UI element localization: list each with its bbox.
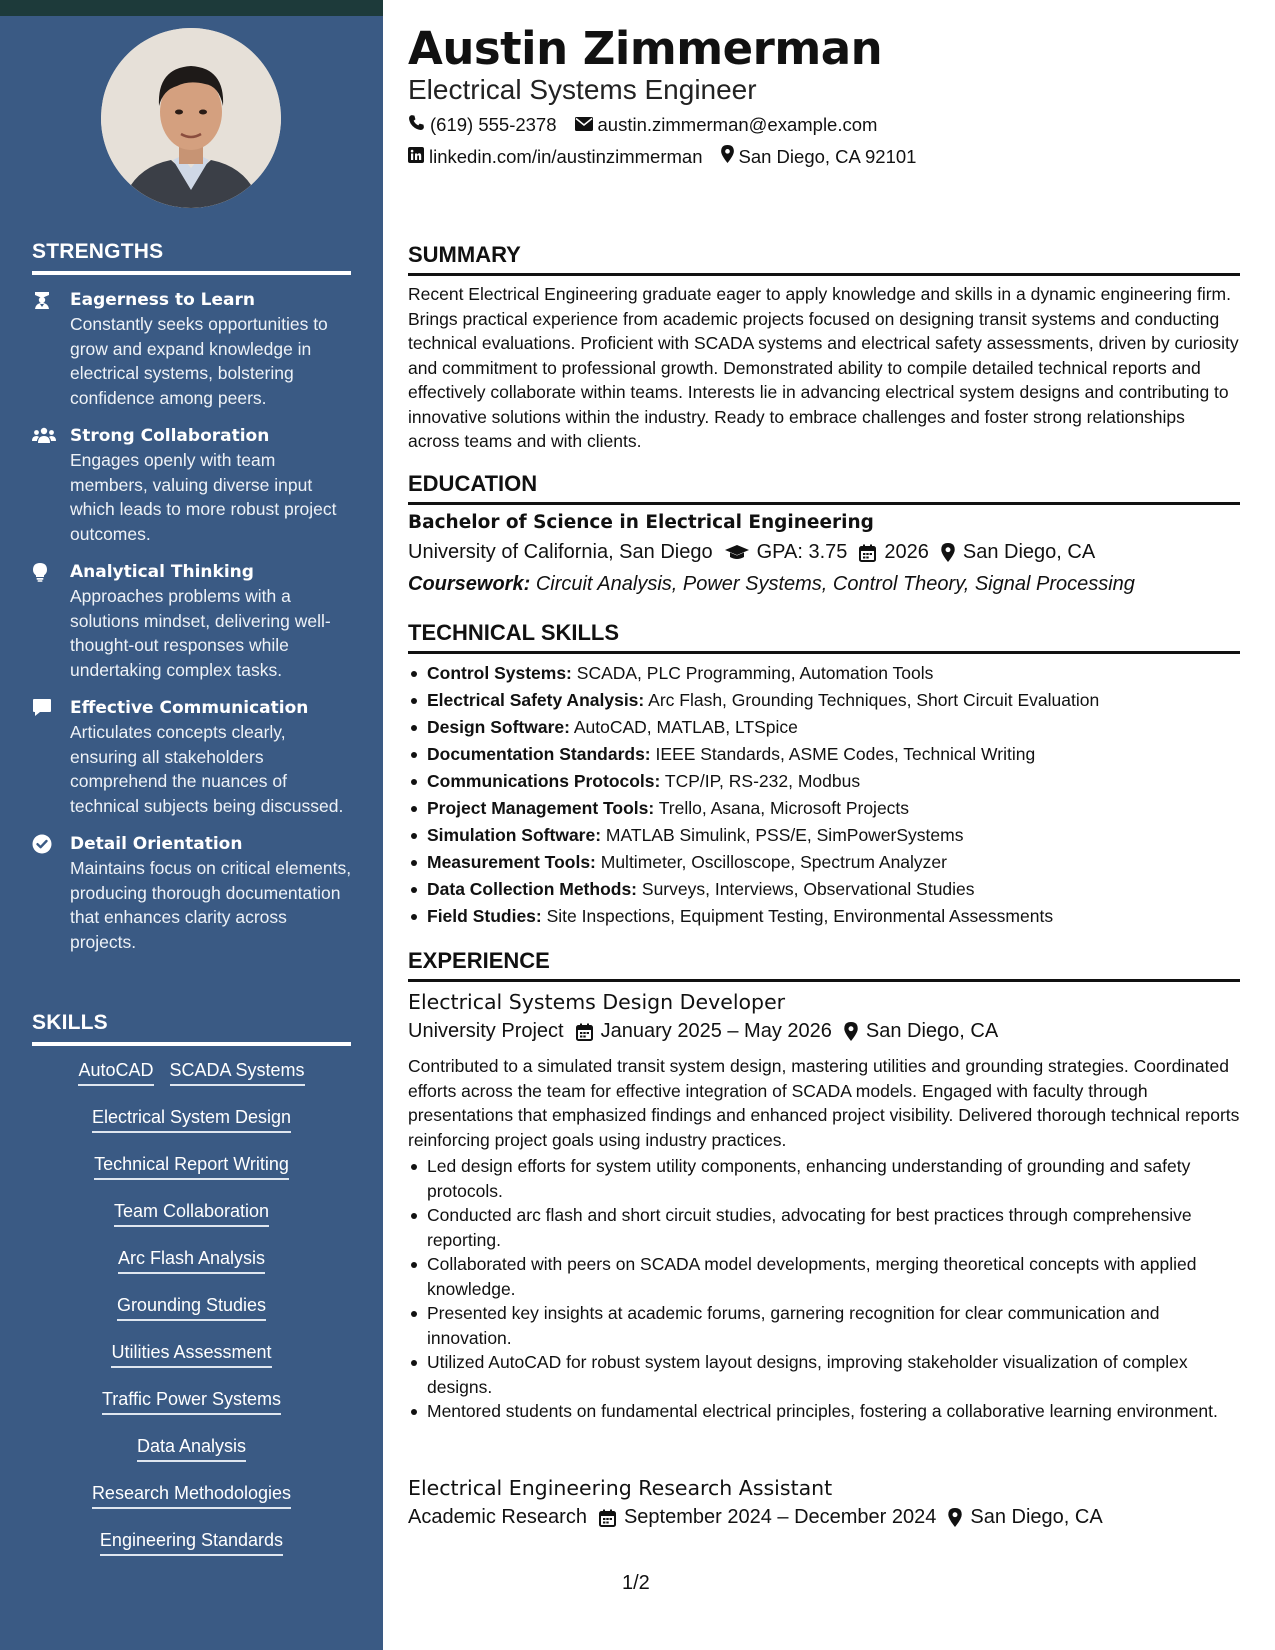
summary-heading: SUMMARY (408, 242, 1240, 276)
sidebar (0, 0, 383, 1650)
list-item: Led design efforts for system utility components, enhancing understanding of grounding and safety protocols. (408, 1154, 1240, 1203)
strength-item (32, 560, 352, 682)
phone-item (408, 114, 557, 136)
gpa: GPA: 3.75 (756, 541, 848, 563)
list-item (408, 687, 1240, 714)
skill-label: Electrical Safety Analysis: (427, 690, 645, 710)
skill-tag: Technical Report Writing (94, 1152, 289, 1180)
lightbulb-icon (32, 560, 70, 682)
job-organization: University Project (408, 1020, 564, 1042)
technical-skills-heading: TECHNICAL SKILLS (408, 620, 1240, 654)
skill-tag: Utilities Assessment (111, 1340, 271, 1368)
job-title: Electrical Systems Engineer (408, 74, 757, 105)
phone-text: (619) 555-2378 (430, 114, 557, 135)
school-location: San Diego, CA (962, 541, 1096, 563)
strength-title: Effective Communication (70, 698, 309, 718)
experience-heading: EXPERIENCE (408, 948, 1240, 982)
skills-heading: SKILLS (32, 1011, 351, 1046)
list-item (408, 849, 1240, 876)
job-location: San Diego, CA (970, 1506, 1103, 1528)
contact-row-2 (408, 145, 934, 168)
email-item[interactable] (575, 114, 878, 136)
map-marker-icon (844, 1022, 858, 1041)
skill-label: Communications Protocols: (427, 771, 661, 791)
skill-value: IEEE Standards, ASME Codes, Technical Writing (655, 744, 1036, 764)
strength-desc: Articulates concepts clearly, ensuring all stakeholders comprehend the nuances of technical subjects being discussed. (70, 722, 344, 816)
skill-value: Surveys, Interviews, Observational Studies (641, 879, 975, 899)
skills-tags (32, 1058, 351, 1575)
list-item: Utilized AutoCAD for robust system layout designs, improving stakeholder visualization of complex designs. (408, 1350, 1240, 1399)
strengths-list (32, 288, 352, 968)
skill-tag: Electrical System Design (92, 1105, 291, 1133)
skill-value: SCADA, PLC Programming, Automation Tools (576, 663, 934, 683)
contact-row-1 (408, 114, 895, 136)
list-item (408, 903, 1240, 930)
list-item: Mentored students on fundamental electrical principles, fostering a collaborative learning environment. (408, 1399, 1240, 1424)
strength-item (32, 288, 352, 410)
skill-label: Data Collection Methods: (427, 879, 638, 899)
skill-tag: Grounding Studies (117, 1293, 266, 1321)
job-meta (408, 1020, 998, 1043)
list-item (408, 714, 1240, 741)
strength-item (32, 424, 352, 546)
envelope-icon (575, 114, 598, 136)
education-heading: EDUCATION (408, 471, 1240, 505)
coursework-list: Circuit Analysis, Power Systems, Control Theory, Signal Processing (535, 573, 1135, 595)
email-text[interactable]: austin.zimmerman@example.com (597, 114, 878, 135)
phone-icon (408, 114, 430, 136)
map-marker-icon (721, 145, 739, 168)
strength-desc: Engages openly with team members, valuing diverse input which leads to more robust project outcomes. (70, 450, 337, 544)
skill-tag: Arc Flash Analysis (118, 1246, 265, 1274)
check-circle-icon (32, 832, 70, 954)
map-marker-icon (948, 1508, 962, 1527)
users-icon (32, 424, 70, 546)
list-item (408, 822, 1240, 849)
list-item (408, 660, 1240, 687)
list-item (408, 768, 1240, 795)
skill-value: Trello, Asana, Microsoft Projects (658, 798, 910, 818)
calendar-icon (576, 1023, 593, 1041)
skill-label: Design Software: (427, 717, 570, 737)
list-item: Presented key insights at academic forums, garnering recognition for clear communication and innovation. (408, 1301, 1240, 1350)
summary-text: Recent Electrical Engineering graduate eager to apply knowledge and skills in a dynamic engineering firm. Brings practical experience from academic projects focused on designing transit systems and conducting technical evaluations. Proficient with SCADA systems and electrical safety assessments, driven by curiosity and commitment to professional growth. Demonstrated ability to compile detailed technical reports and effectively collaborate within teams. Interests lie in advancing electrical system designs and contributing to innovative solutions within the industry. Ready to embrace challenges and foster strong relationships across teams and with clients. (408, 284, 1239, 451)
strength-title: Detail Orientation (70, 834, 243, 854)
list-item: Conducted arc flash and short circuit studies, advocating for best practices through comprehensive reporting. (408, 1203, 1240, 1252)
skill-label: Control Systems: (427, 663, 572, 683)
strengths-heading: STRENGTHS (32, 240, 351, 275)
strength-title: Strong Collaboration (70, 426, 270, 446)
graduate-icon (32, 288, 70, 410)
linkedin-text[interactable]: linkedin.com/in/austinzimmerman (429, 145, 703, 167)
skill-tag: Research Methodologies (92, 1481, 291, 1509)
skill-label: Project Management Tools: (427, 798, 655, 818)
list-item (408, 741, 1240, 768)
calendar-icon (599, 1509, 616, 1527)
skill-value: Arc Flash, Grounding Techniques, Short Circuit Evaluation (648, 690, 1100, 710)
job-location: San Diego, CA (865, 1020, 999, 1042)
job-organization: Academic Research (408, 1506, 587, 1528)
coursework (408, 573, 1135, 596)
technical-skills-list (408, 660, 1240, 930)
job-dates: January 2025 – May 2026 (600, 1020, 832, 1042)
skill-value: Site Inspections, Equipment Testing, Environmental Assessments (546, 906, 1054, 926)
sidebar-top-bar (0, 0, 383, 16)
strength-desc: Constantly seeks opportunities to grow and expand knowledge in electrical systems, bolstering confidence among peers. (70, 314, 328, 408)
skill-label: Measurement Tools: (427, 852, 596, 872)
linkedin-item[interactable] (408, 146, 703, 168)
graduation-cap-icon (725, 544, 749, 561)
skill-tag: Data Analysis (137, 1434, 246, 1462)
strength-item (32, 832, 352, 954)
candidate-name: Austin Zimmerman (408, 22, 883, 75)
job-meta (408, 1506, 1103, 1529)
school-name: University of California, San Diego (408, 541, 713, 563)
avatar (101, 28, 281, 208)
skill-tag: Team Collaboration (114, 1199, 269, 1227)
page-number: 1/2 (622, 1572, 650, 1594)
skill-label: Field Studies: (427, 906, 542, 926)
skill-tag: Traffic Power Systems (102, 1387, 281, 1415)
skill-value: Multimeter, Oscilloscope, Spectrum Analyzer (600, 852, 947, 872)
skill-label: Documentation Standards: (427, 744, 651, 764)
job-dates: September 2024 – December 2024 (623, 1506, 937, 1528)
linkedin-icon (408, 146, 429, 168)
skill-tag: Engineering Standards (100, 1528, 283, 1556)
job-summary: Contributed to a simulated transit system design, mastering utilities and grounding strategies. Coordinated efforts across the team for effective integration of SCADA models. Engaged with faculty through presentations that emphasized findings and enhanced project visibility. Delivered thorough technical reports reinforcing project goals using industry practices. (408, 1056, 1240, 1150)
strength-title: Analytical Thinking (70, 562, 254, 582)
skill-tag: AutoCAD (78, 1058, 153, 1086)
strength-item (32, 696, 352, 818)
list-item: Collaborated with peers on SCADA model developments, merging theoretical concepts with applied knowledge. (408, 1252, 1240, 1301)
degree-title: Bachelor of Science in Electrical Engineering (408, 512, 874, 533)
skill-label: Simulation Software: (427, 825, 602, 845)
skill-value: AutoCAD, MATLAB, LTSpice (573, 717, 798, 737)
job-bullets (408, 1154, 1240, 1424)
comment-icon (32, 696, 70, 818)
skill-tag: SCADA Systems (170, 1058, 305, 1086)
strength-desc: Approaches problems with a solutions mindset, delivering well-thought-out responses while undertaking complex tasks. (70, 586, 331, 680)
job-title: Electrical Systems Design Developer (408, 990, 786, 1014)
list-item (408, 795, 1240, 822)
location-text: San Diego, CA 92101 (738, 145, 917, 167)
skill-value: TCP/IP, RS-232, Modbus (664, 771, 861, 791)
location-item (721, 145, 917, 168)
map-marker-icon (941, 543, 955, 562)
calendar-icon (859, 544, 876, 562)
education-meta (408, 541, 1095, 564)
strength-desc: Maintains focus on critical elements, producing thorough documentation that enhances clarity across projects. (70, 858, 352, 952)
graduation-year: 2026 (884, 541, 929, 563)
skill-value: MATLAB Simulink, PSS/E, SimPowerSystems (605, 825, 964, 845)
strength-title: Eagerness to Learn (70, 290, 255, 310)
list-item (408, 876, 1240, 903)
coursework-label: Coursework: (408, 573, 531, 595)
job-title: Electrical Engineering Research Assistant (408, 1476, 833, 1500)
